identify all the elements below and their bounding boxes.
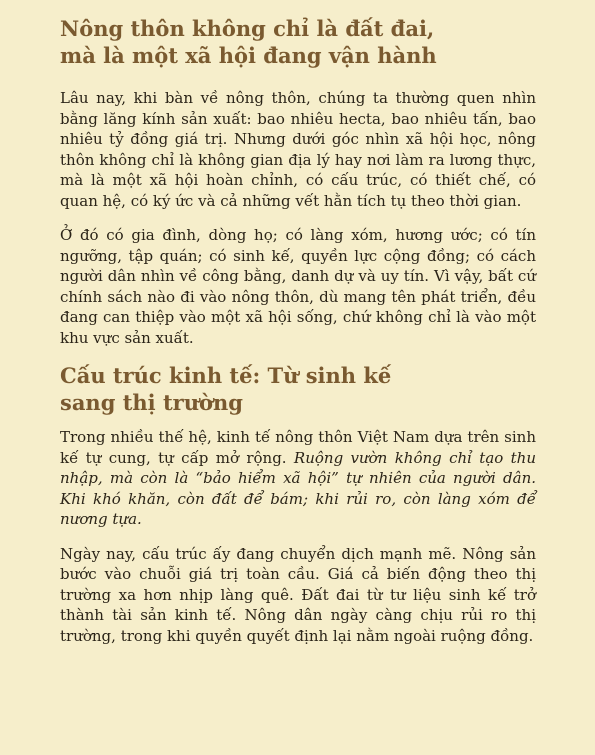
paragraph-livelihood-text: Trong nhiều thế hệ, kinh tế nông thôn Việt Nam dựa trên sinh kế tự cung, tự cấp mở rộng. [60, 428, 536, 467]
article-title [60, 15, 536, 69]
paragraph-livelihood [60, 427, 536, 530]
paragraph-market: Ngày nay, cấu trúc ấy đang chuyển dịch mạnh mẽ. Nông sản bước vào chuỗi giá trị toàn cầu. Giá cả biến động theo thị trường xa hơn nhịp làng quê. Đất đai từ tư liệu sinh kế trở thành tài sản kinh tế. Nông dân ngày càng chịu rủi ro thị trường, trong khi quyền quyết định lại nằm ngoài ruộng đồng. [60, 544, 536, 645]
section-heading-line-2: sang thị trường [60, 390, 243, 415]
paragraph-society: Ở đó có gia đình, dòng họ; có làng xóm, hương ước; có tín ngưỡng, tập quán; có sinh kế, quyền lực cộng đồng; có cách người dân nhìn về công bằng, danh dự và uy tín. Vì vậy, bất cứ chính sách nào đi vào nông thôn, dù mang tên phát triển, đều đang can thiệp vào một xã hội sống, chứ không chỉ là vào một khu vực sản xuất. [60, 226, 536, 347]
paragraph-intro: Lâu nay, khi bàn về nông thôn, chúng ta thường quen nhìn bằng lăng kính sản xuất: bao nhiêu hecta, bao nhiêu tấn, bao nhiêu tỷ đồng giá trị. Nhưng dưới góc nhìn xã hội học, nông thôn không chỉ là không gian địa lý hay nơi làm ra lương thực, mà là một xã hội hoàn chỉnh, có cấu trúc, có thiết chế, có quan hệ, có ký ức và cả những vết hằn tích tụ theo thời gian. [60, 89, 536, 210]
section-heading-line-1: Cấu trúc kinh tế: Từ sinh kế [60, 363, 392, 388]
article-title-line-2: mà là một xã hội đang vận hành [60, 43, 437, 68]
article-title-line-1: Nông thôn không chỉ là đất đai, [60, 16, 435, 41]
section-heading-economy [60, 362, 536, 416]
paragraph-livelihood-italic: Ruộng vườn không chỉ tạo thu nhập, mà còn là “bảo hiểm xã hội” tự nhiên của người dân. Khi khó khăn, còn đất để bám; khi rủi ro, còn làng xóm để nương tựa. [60, 448, 536, 528]
